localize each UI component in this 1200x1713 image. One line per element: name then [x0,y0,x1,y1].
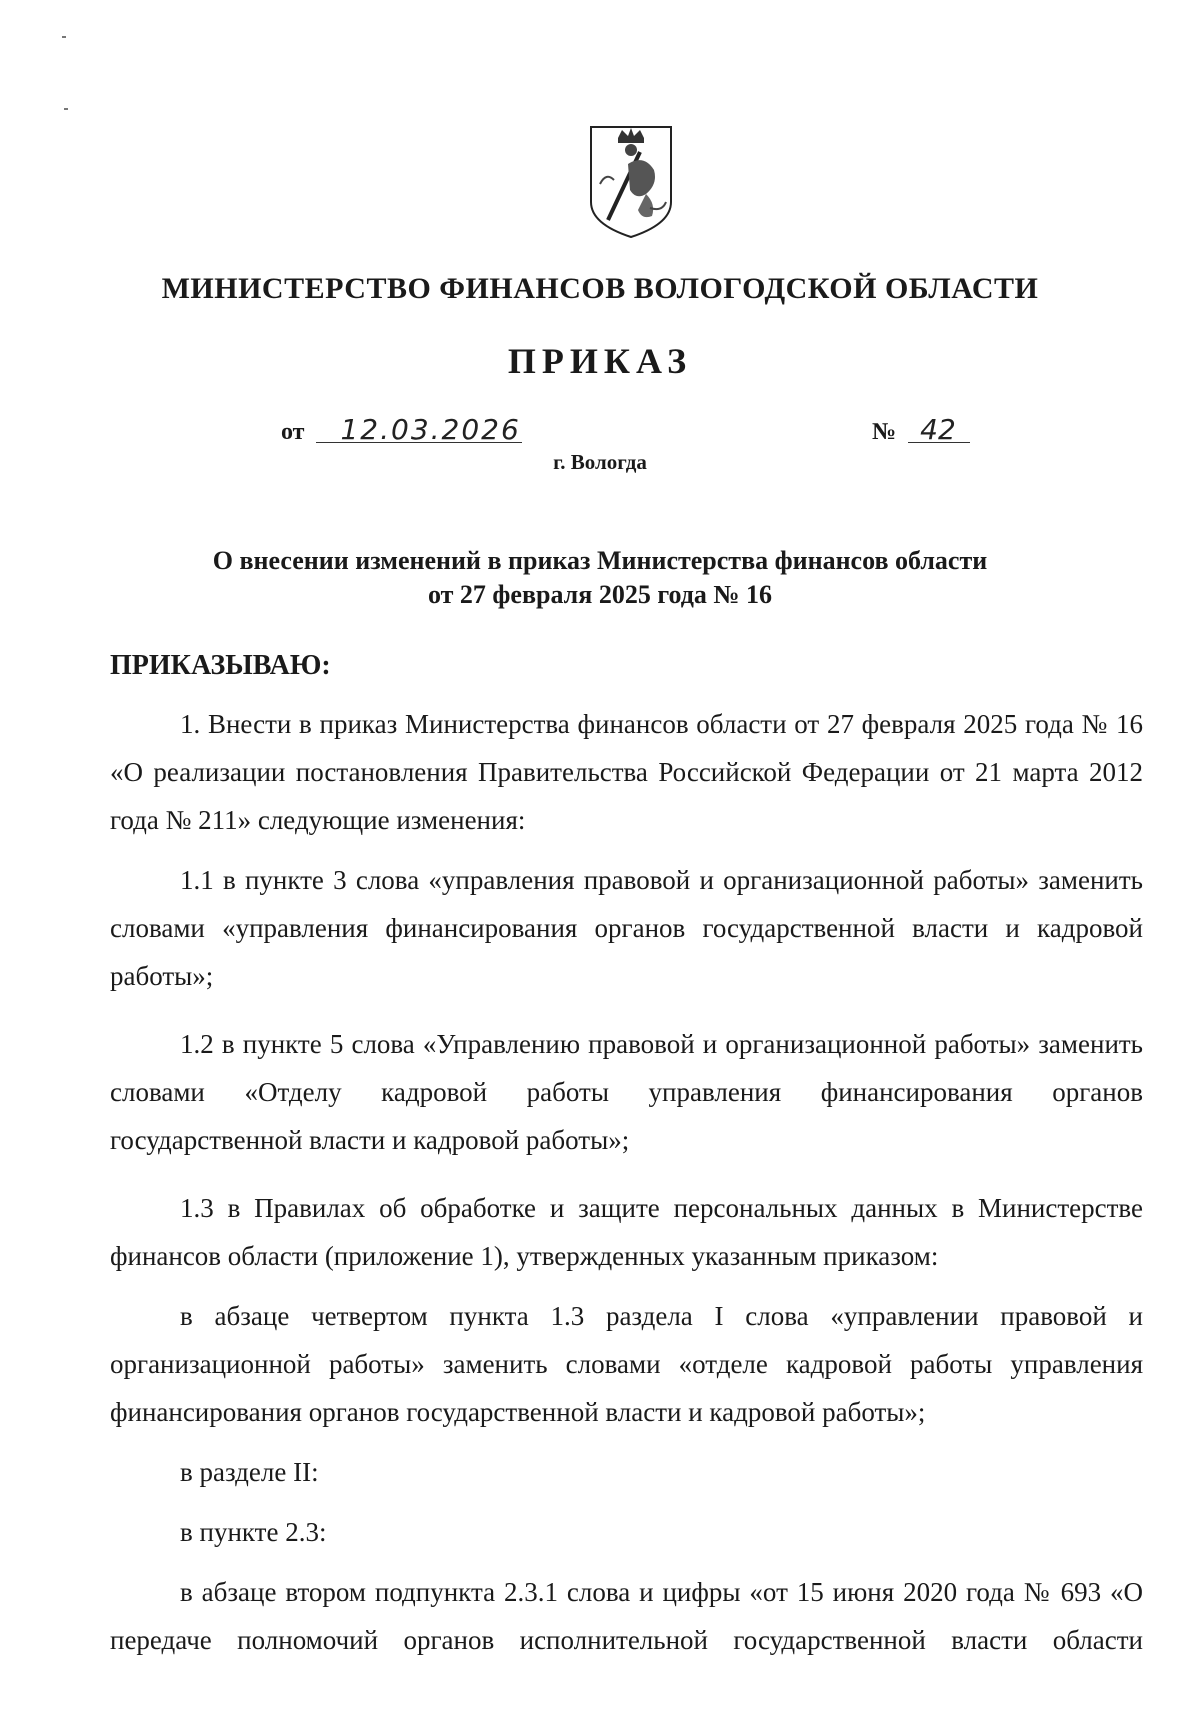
paragraph: в абзаце втором подпункта 2.3.1 слова и цифры «от 15 июня 2020 года № 693 «О передаче полномочий органов исполнительной государственной власти области [110,1577,1143,1655]
number-prefix: № [872,419,897,445]
ministry-title: МИНИСТЕРСТВО ФИНАНСОВ ВОЛОГОДСКОЙ ОБЛАСТИ [161,272,1039,305]
order-date [281,413,522,446]
paragraph: 1.3 в Правилах об обработке и защите персональных данных в Министерстве финансов области (приложение 1), утвержденных указанным приказом: [110,1193,1143,1271]
paragraph: 1. Внести в приказ Министерства финансов области от 27 февраля 2025 года № 16 «О реализации постановления Правительства Российской Федерации от 21 марта 2012 года № 211» следующие изменения: [110,709,1143,835]
subject-line-1: О внесении изменений в приказ Министерства финансов области [212,546,988,575]
order-subject [0,544,1200,612]
coat-of-arms-icon [588,124,674,240]
scan-speck [64,108,68,110]
subject-line-2: от 27 февраля 2025 года № 16 [427,580,773,609]
paragraph: в разделе II: [180,1457,319,1487]
order-number [872,413,970,446]
order-body [110,700,1143,1664]
handwritten-date: 12.03.2026 [316,418,522,443]
orders-heading: ПРИКАЗЫВАЮ: [110,650,331,681]
city: г. Вологда [553,450,647,474]
paragraph: в абзаце четвертом пункта 1.3 раздела I слова «управлении правовой и организационной работы» заменить словами «отделе кадровой работы управления финансирования органов государственной власти и кадровой работы»; [110,1301,1143,1427]
handwritten-number: 42 [908,418,970,443]
date-prefix: от [281,419,305,445]
document-type-title: ПРИКАЗ [507,341,693,381]
paragraph: в пункте 2.3: [180,1517,327,1547]
paragraph: 1.1 в пункте 3 слова «управления правовой и организационной работы» заменить словами «управления финансирования органов государственной власти и кадровой работы»; [110,865,1143,991]
paragraph: 1.2 в пункте 5 слова «Управлению правовой и организационной работы» заменить словами «Отделу кадровой работы управления финансирования органов государственной власти и кадровой работы»; [110,1029,1143,1155]
scan-speck [62,36,66,38]
